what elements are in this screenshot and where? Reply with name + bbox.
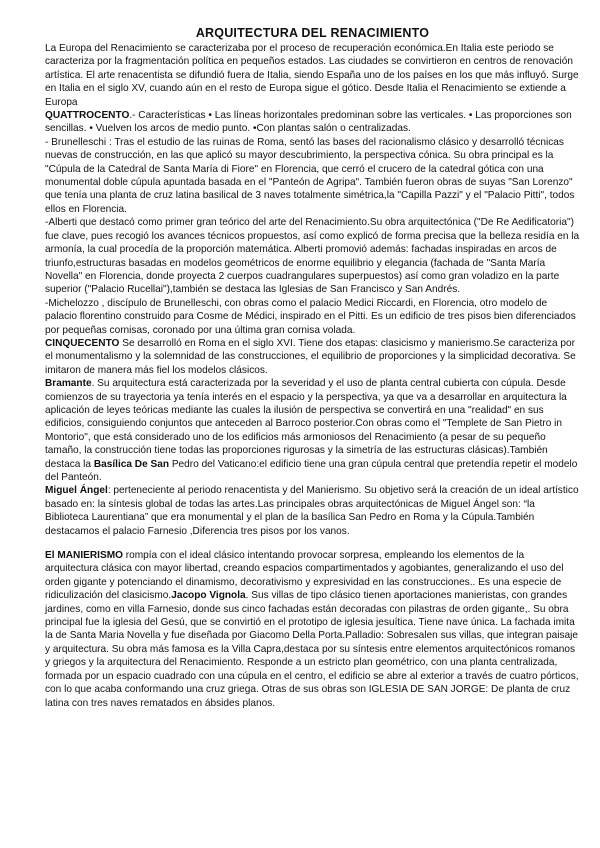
cinquecento-heading: CINQUECENTO [45,337,120,349]
basilica-text: :el edificio tiene una gran cúpula central que pretendía repetir el modelo del Panteón. [45,458,578,483]
cinquecento-text: Se desarrolló en Roma en el siglo XVI. Tiene dos etapas: clasicismo y manierismo.Se caracteriza por el monumentalismo y la solemnidad de las construcciones, el equilibrio de proporciones y la simplicidad decorativa. Se imitaron de manera más fiel los modelos clásicos. [45,337,576,376]
quattrocento-paragraph [45,109,580,136]
miguel-angel-text: : perteneciente al periodo renacentista y del Manierismo. Su objetivo será la creación de un ideal artístico basado en: la síntesis global de todas las artes.Las principales obras arquitectónicas de Miguel Ángel son: “la Biblioteca Laurentiana” que era monumental y el plan de la basílica San Pedro en Roma y la Cúpula.También destacamos el palacio Farnesio ,Diferencia tres pisos por los vanos. [45,485,579,537]
document-title: ARQUITECTURA DEL RENACIMIENTO [195,26,430,40]
miguel-angel-paragraph [45,484,580,538]
michelozzo-paragraph: -Michelozzo , discípulo de Brunelleschi, con obras como el palacio Medici Riccardi, en Florencia, otro modelo de palacio florentino construido para Cosme de Médici, inspirado en el Pitti. Es un edificio de tres pisos bien diferenciados por pequeñas cornisas, coronado por una última gran cornisa volada. [45,297,576,336]
quattrocento-text: .- Características • Las líneas horizontales predominan sobre las verticales. • Las proporciones son sencillas. • Vuelven los arcos de medio punto. •Con plantas salón o centralizadas. [45,110,572,135]
bramante-paragraph [45,377,580,484]
bramante-heading: Bramante [45,378,92,390]
quattrocento-heading: QUATTROCENTO [45,110,130,122]
miguel-angel-heading: Miguel Ángel [45,485,108,497]
intro-paragraph: La Europa del Renacimiento se caracterizaba por el proceso de recuperación económica.En Italia este periodo se caracteriza por la fragmentación política en pequeños estados. Las ciudades se convirtieron en centros de renovación artística. El arte renacentista se difundió fuera de Italia, siendo España uno de los países en los que más influyó. Surge en Italia en el siglo XV, cuando aún en el resto de Europa sigue el gótico. Desde Italia el Renacimiento se extiende a Europa [45,43,579,108]
manierismo-text: rompía con el ideal clásico intentando provocar sorpresa, empleando los elementos de la arquitectura clásica con mayor libertad, creando espacios compartimentados y agobiantes, generalizando el uso del orden gigante y potenciando el dinamismo, decorativismo y expresividad en las construcciones.. Es una especie de ridiculización del clasicismo. [45,550,564,602]
alberti-paragraph: -Alberti que destacó como primer gran teórico del arte del Renacimiento.Su obra arquitectónica ("De Re Aedificatoria") fue clave, pues recogió los avances técnicos propuestos, así como explicó de forma precisa que la belleza residía en la armonía, la cual procedía de la proporción matemática. Alberti promovió además: fachadas inspiradas en arcos de triunfo,estructuras basadas en modelos geométricos de enorme equilibrio y elegancia (fachada de "Santa María Novella" en Florencia, donde proyecta 2 cuerpos cuadrangulares superpuestos) así como gran voladizo en la parte superior ("Palacio Rucellai"),también se destaca las Iglesias de San Francisco y San Andrés. [45,217,580,296]
vignola-heading: Jacopo Vignola [171,590,246,602]
vignola-text: . Sus villas de tipo clásico tienen aportaciones manieristas, con grandes jardines, como en villa Farnesio, donde sus cinco fachadas están decoradas con pilastras de orden gigante,. Su obra principal fue la iglesia del Gesú, que se convirtió en el prototipo de iglesia jesuítica. Tiene nave única. La fachada imita la de Santa Maria Novella y fue diseñada por Giacomo Della Porta.Palladio: Sobresalen sus villas, que integran paisaje y arquitectura. Su obra más famosa es la Villa Capra,destaca por su síntesis entre elementos arquitectónicos romanos y griegos y la arquitectura del Renacimiento. Responde a un estricto plan geométrico, con una planta centralizada, formada por un espacio cuadrado con una cúpula en el centro, el edificio se abre al exterior a través de cuatro pórticos, con lo que acaba conformando una cruz griega. Otras de sus obras son IGLESIA DE SAN JORGE: De planta de cruz latina con tres naves rematados en ábsides planos. [45,590,579,709]
brunelleschi-paragraph: - Brunelleschi : Tras el estudio de las ruinas de Roma, sentó las bases del racionalismo clásico y desarrolló técnicas nuevas de construcción, en las que aplicó su mayor descubrimiento, la perspectiva cónica. Su obra principal es la "Cúpula de la Catedral de Santa María di Fiore" en Florencia, que cerró el crucero de la catedral gótica con una monumental doble cúpula apuntada basada en el "Panteón de Agripa". También fueron obras de suyas "San Lorenzo" que tenía una planta de cruz latina basilical de 3 naves totalmente simétrica,la "Capilla Pazzi" y el "Palacio Pitti", todos ellos en Florencia. [45,136,575,215]
manierismo-paragraph [45,549,580,710]
manierismo-heading: El MANIERISMO [45,550,123,562]
basilica-heading: Basílica De San [93,458,170,470]
bramante-text: . Su arquitectura está caracterizada por la severidad y el uso de planta central cubierta con cúpula. Desde comienzos de su trayectoria ya tenía interés en el espacio y la perspectiva, ya que va a desarrollar en arquitectura la aplicación de leyes teóricas mediante las cuales la ilusión de perspectiva se convertirá en una "realidad" en sus edificios, consiguiendo conjuntos que anteceden al Barroco posterior.Con obras como el "Templete de San Pietro in Montorio", que está considerado uno de los edificios más armoniosos del Renacimiento (a pesar de su pequeño tamaño, la construcción tiene todas las proporciones rigurosas y la simetría de las estructuras clásicas).También destaca la [45,378,567,470]
cinquecento-paragraph [45,337,580,377]
paragraph-gap [45,538,580,549]
basilica-name: Pedro del Vaticano [171,458,257,470]
